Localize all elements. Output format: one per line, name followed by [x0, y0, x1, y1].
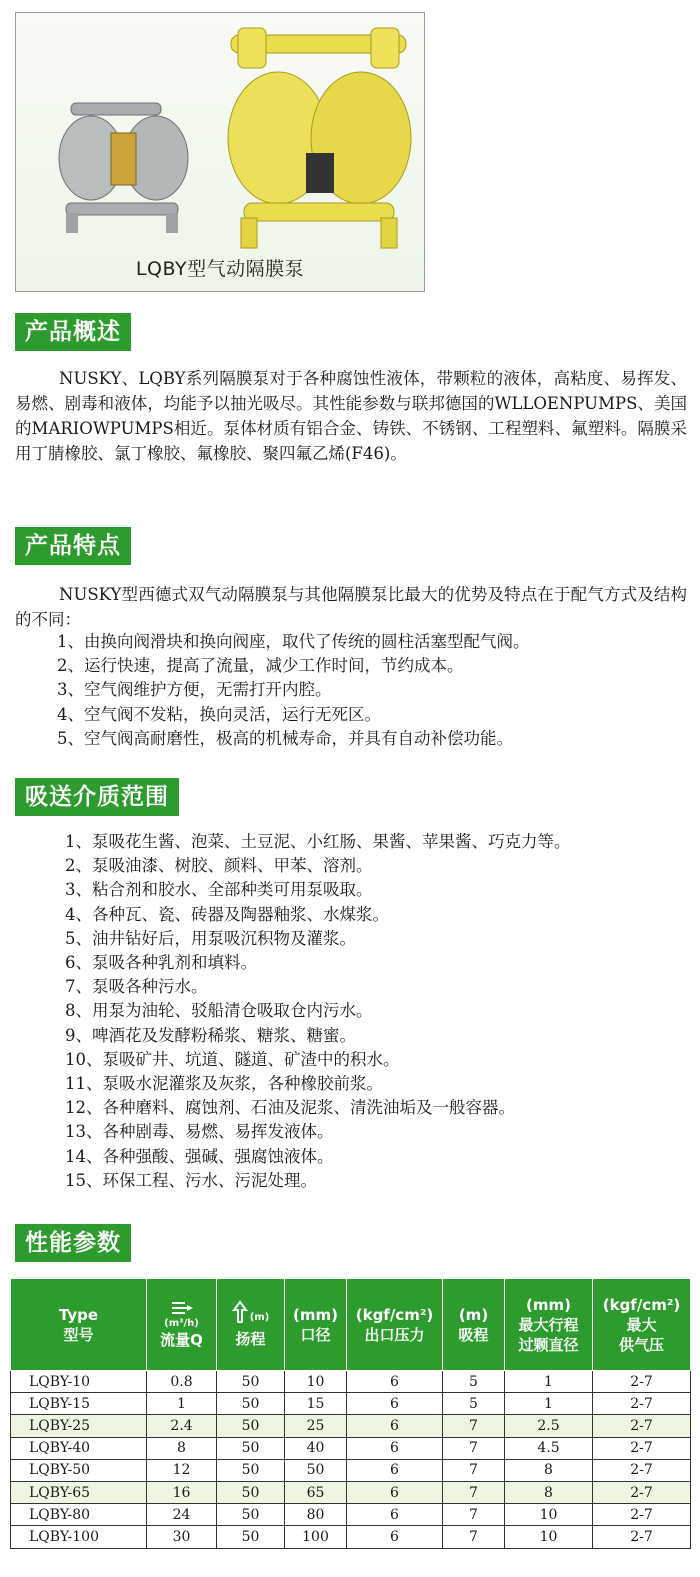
table-cell: 1 — [505, 1393, 593, 1415]
table-cell: 50 — [217, 1526, 285, 1548]
table-cell: 2-7 — [593, 1437, 691, 1459]
table-cell: 7 — [443, 1526, 505, 1548]
table-row — [11, 1437, 691, 1459]
table-cell: 50 — [217, 1504, 285, 1526]
product-photo — [15, 12, 425, 292]
table-cell: 2-7 — [593, 1481, 691, 1503]
table-row — [11, 1393, 691, 1415]
list-item: 10、泵吸矿井、坑道、隧道、矿渣中的积水。 — [65, 1049, 400, 1069]
table-cell: 8 — [147, 1437, 217, 1459]
table-cell: 7 — [443, 1437, 505, 1459]
list-item: 2、运行快速，提高了流量，减少工作时间，节约成本。 — [57, 656, 464, 676]
table-row — [11, 1481, 691, 1503]
list-item: 1、由换向阀滑块和换向阀座，取代了传统的圆柱活塞型配气阀。 — [57, 632, 530, 651]
col-header-head: (m) 扬程 — [217, 1279, 285, 1371]
table-cell: 6 — [347, 1393, 443, 1415]
table-cell: 7 — [443, 1459, 505, 1481]
list-item: 8、用泵为油轮、驳船清仓吸取仓内污水。 — [65, 1001, 373, 1021]
table-cell: 0.8 — [147, 1371, 217, 1393]
table-cell: 2-7 — [593, 1526, 691, 1548]
list-item: 2、泵吸油漆、树胶、颜料、甲苯、溶剂。 — [65, 856, 373, 876]
col-header-flow: (m³/h) 流量Q — [147, 1279, 217, 1371]
list-item: 13、各种剧毒、易燃、易挥发液体。 — [65, 1122, 334, 1142]
section-heading-features: 产品特点 — [15, 527, 131, 565]
table-cell: 6 — [347, 1437, 443, 1459]
list-item: 5、空气阀高耐磨性，极高的机械寿命，并具有自动补偿功能。 — [57, 728, 513, 748]
list-item: 3、空气阀维护方便，无需打开内腔。 — [57, 680, 332, 700]
table-cell: 2-7 — [593, 1393, 691, 1415]
table-cell: 6 — [347, 1371, 443, 1393]
table-cell: 8 — [505, 1459, 593, 1481]
table-row — [11, 1504, 691, 1526]
table-cell: 2-7 — [593, 1504, 691, 1526]
list-item: 9、啤酒花及发酵粉稀浆、糖浆、糖蜜。 — [65, 1025, 356, 1045]
features-intro-text: NUSKY型西德式双气动隔膜泵与其他隔膜泵比最大的优势及特点在于配气方式及结构的不同： — [15, 585, 687, 629]
table-cell: 50 — [285, 1459, 347, 1481]
table-cell-type: LQBY-25 — [11, 1415, 147, 1437]
table-cell-type: LQBY-100 — [11, 1526, 147, 1548]
table-cell: 10 — [285, 1371, 347, 1393]
table-cell: 15 — [285, 1393, 347, 1415]
features-intro — [15, 582, 687, 632]
list-item: 1、泵吸花生酱、泡菜、土豆泥、小红肠、果酱、苹果酱、巧克力等。 — [65, 832, 571, 851]
table-cell: 16 — [147, 1481, 217, 1503]
table-cell: 6 — [347, 1526, 443, 1548]
table-cell-type: LQBY-15 — [11, 1393, 147, 1415]
list-item: 11、泵吸水泥灌浆及灰浆，各种橡胶前浆。 — [65, 1074, 383, 1094]
col-header-suction: (m) 吸程 — [443, 1279, 505, 1371]
table-header-row — [11, 1279, 691, 1371]
list-item: 5、油井钻好后，用泵吸沉积物及灌浆。 — [65, 928, 356, 948]
table-cell: 2.5 — [505, 1415, 593, 1437]
col-header-air-pressure: (kgf/cm²) 最大 供气压 — [593, 1279, 691, 1371]
table-cell: 7 — [443, 1504, 505, 1526]
list-item: 6、泵吸各种乳剂和填料。 — [65, 953, 257, 973]
pump-illustration — [16, 13, 425, 292]
table-cell: 6 — [347, 1415, 443, 1437]
table-cell: 5 — [443, 1371, 505, 1393]
table-cell: 25 — [285, 1415, 347, 1437]
list-item: 14、各种强酸、强碱、强腐蚀液体。 — [65, 1146, 334, 1166]
table-cell: 1 — [147, 1393, 217, 1415]
table-cell-type: LQBY-50 — [11, 1459, 147, 1481]
table-cell: 24 — [147, 1504, 217, 1526]
list-item: 15、环保工程、污水、污泥处理。 — [65, 1170, 317, 1190]
table-cell-type: LQBY-65 — [11, 1481, 147, 1503]
list-item: 12、各种磨料、腐蚀剂、石油及泥浆、清洗油垢及一般容器。 — [65, 1098, 515, 1118]
col-header-type: Type 型号 — [11, 1279, 147, 1371]
table-cell: 8 — [505, 1481, 593, 1503]
col-header-diameter: (mm) 口径 — [285, 1279, 347, 1371]
table-cell: 100 — [285, 1526, 347, 1548]
photo-caption: LQBY型气动隔膜泵 — [135, 258, 305, 280]
table-cell: 80 — [285, 1504, 347, 1526]
table-row — [11, 1415, 691, 1437]
head-icon — [232, 1300, 248, 1324]
list-item: 3、粘合剂和胶水、全部种类可用泵吸取。 — [65, 880, 373, 900]
section-heading-media: 吸送介质范围 — [15, 778, 179, 816]
table-cell: 10 — [505, 1526, 593, 1548]
table-cell-type: LQBY-40 — [11, 1437, 147, 1459]
table-cell: 1 — [505, 1371, 593, 1393]
features-list — [15, 630, 687, 751]
table-cell: 7 — [443, 1481, 505, 1503]
table-cell: 2-7 — [593, 1459, 691, 1481]
performance-table — [10, 1278, 691, 1549]
table-cell: 6 — [347, 1481, 443, 1503]
list-item: 4、空气阀不发粘，换向灵活，运行无死区。 — [57, 704, 381, 724]
table-cell: 50 — [217, 1393, 285, 1415]
table-cell: 2-7 — [593, 1415, 691, 1437]
table-cell: 40 — [285, 1437, 347, 1459]
table-cell: 10 — [505, 1504, 593, 1526]
section-heading-overview: 产品概述 — [15, 313, 131, 351]
table-cell: 50 — [217, 1415, 285, 1437]
table-row — [11, 1526, 691, 1548]
table-cell: 7 — [443, 1415, 505, 1437]
table-cell: 50 — [217, 1437, 285, 1459]
table-cell: 50 — [217, 1459, 285, 1481]
table-row — [11, 1371, 691, 1393]
table-cell: 50 — [217, 1371, 285, 1393]
table-cell: 30 — [147, 1526, 217, 1548]
table-cell: 12 — [147, 1459, 217, 1481]
col-header-particle: (mm) 最大行程 过颗直径 — [505, 1279, 593, 1371]
col-header-outlet-pressure: (kgf/cm²) 出口压力 — [347, 1279, 443, 1371]
section-heading-params: 性能参数 — [15, 1224, 131, 1262]
table-cell: 50 — [217, 1481, 285, 1503]
list-item: 4、各种瓦、瓷、砖器及陶器釉浆、水煤浆。 — [65, 904, 389, 924]
overview-text — [15, 366, 687, 466]
table-cell-type: LQBY-10 — [11, 1371, 147, 1393]
table-cell: 2.4 — [147, 1415, 217, 1437]
table-cell: 6 — [347, 1504, 443, 1526]
list-item: 7、泵吸各种污水。 — [65, 977, 208, 997]
table-cell: 2-7 — [593, 1371, 691, 1393]
silver-pump-image — [59, 103, 188, 233]
table-row — [11, 1459, 691, 1481]
media-list — [15, 830, 687, 1193]
table-cell: 5 — [443, 1393, 505, 1415]
table-cell: 65 — [285, 1481, 347, 1503]
overview-paragraph: NUSKY、LQBY系列隔膜泵对于各种腐蚀性液体，带颗粒的液体，高粘度、易挥发、易燃、剧毒和液体，均能予以抽光吸尽。其性能参数与联邦德国的WLLOENPUMPS、美国的MARIOWPUMPS相近。泵体材质有铝合金、铸铁、不锈钢、工程塑料、氟塑料。隔膜采用丁腈橡胶、氯丁橡胶、氟橡胶、聚四氟乙烯(F46)。 — [15, 369, 687, 463]
table-cell: 6 — [347, 1459, 443, 1481]
yellow-pump-image — [228, 28, 411, 248]
table-cell-type: LQBY-80 — [11, 1504, 147, 1526]
flow-icon — [169, 1300, 195, 1316]
table-cell: 4.5 — [505, 1437, 593, 1459]
